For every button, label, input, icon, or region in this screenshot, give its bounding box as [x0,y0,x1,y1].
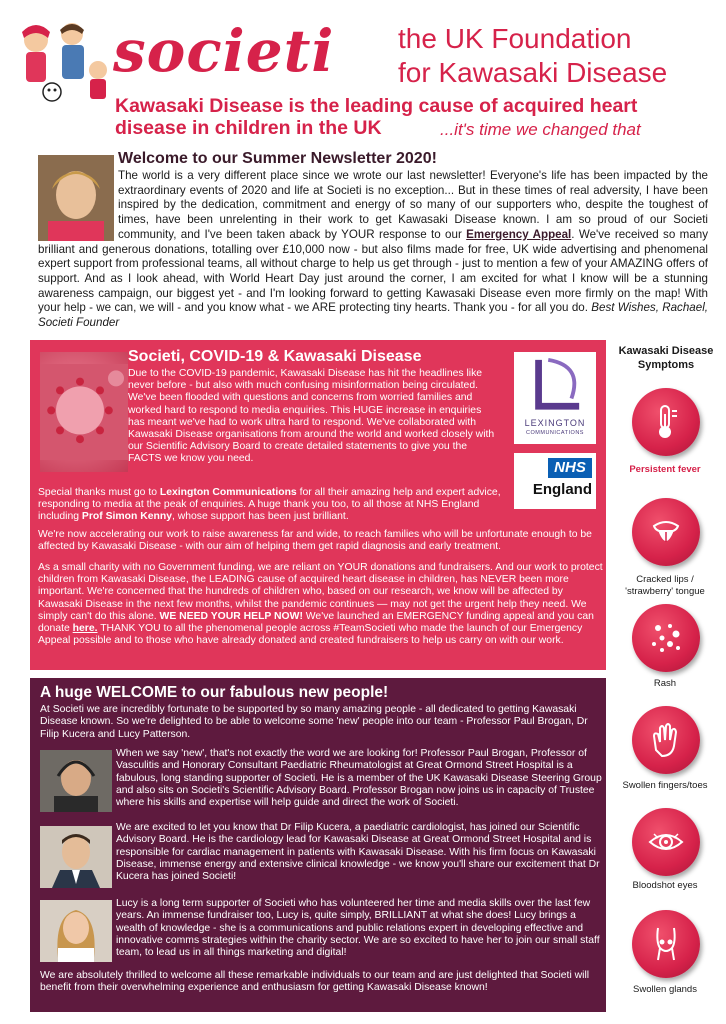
eyes-symptom [632,808,700,876]
rash-icon [646,618,686,658]
glands-symptom [632,910,700,978]
glands-label: Swollen glands [633,984,697,995]
tagline [398,22,718,90]
kucera-photo [40,826,112,888]
new-people-section [30,678,606,1012]
lucy-photo [40,900,112,962]
signoff: Best Wishes, Rachael, Societi Founder [38,301,708,330]
donate-here-link[interactable]: here. [72,623,98,635]
people-intro: At Societi we are incredibly fortunate to be supported by so many amazing people - all dedicated to getting Kawasaki Disease known. So we're delighted to be able to welcome some 'new' people into our team - Professor Paul Brogan, Dr Filip Kucera and Lucy Patterson. [40,704,588,740]
lucy-text: Lucy is a long term supporter of Societi who has volunteered her time and media skills over the last few years. An immense fundraiser too, Lucy is, quite simply, BRILLIANT at what she does! Lucy brings a wealth of knowledge - she is a communications and public relations expert in developing effective and innovative comms strategies within the charity sector. We are so excited to have her to join our small staff team, to lead us in all things marketing and digital! [116,898,600,959]
people-outro: We are absolutely thrilled to welcome all these remarkable individuals to our team and are just delighted that Societi will benefit from their overwhelming experience and enthusiasm for getting Kawasaki Disease known! [40,970,590,994]
covid-charity: As a small charity with no Government funding, we are reliant on YOUR donations and fundraisers. And our work to protect children from Kawasaki Disease, the LEADING cause of acquired heart disease in children, has NEVER been more important. We're concerned that the hundreds of children who, based on our research, we know will be affected by Kawasaki Disease in the next few months, whilst the pandemic continues — may not get the urgent help they need. We simply can't do this alone. WE NEED YOUR HELP NOW! We've launched an EMERGENCY funding appeal and you can donate here. THANK YOU to all the phenomenal people across #TeamSocieti who made the launch of our Emergency Appeal possible and to those who have already donated and created fundraisers to help us carry on with our work. [38,562,603,647]
lips-label: Cracked lips / 'strawberry' tongue [625,574,705,597]
eyes-label: Bloodshot eyes [632,880,698,891]
headline-sub: ...it's time we changed that [440,120,641,139]
headline-line1: Kawasaki Disease is the leading cause of acquired heart [115,95,638,117]
thermometer-icon [646,402,686,442]
covid-intro: Due to the COVID-19 pandemic, Kawasaki Disease has hit the headlines like never before - but also with much confusing misinformation being circulated. We've been flooded with questions and concerns from worried families and worked hard to respond to media enquiries. This HUGE increase in enquiries has meant we've had to work ultra hard to respond. We've collaborated with Kawasaki Disease organisations from around the world and worked closely with our Scientific Advisory Board to create detailed statements to give you the FACTS we know you need. [128,368,495,465]
tagline-line1: the UK Foundation [398,23,632,54]
brogan-text: When we say 'new', that's not exactly the word we are looking for! Professor Paul Brogan, Professor of Vasculitis and Honorary Consultant Paediatric Rheumatologist at Great Ormond Street Hospital is a fabulous, long standing supporter of Societi. He is a member of the UK Kawasaki Disease Steering Group and also sits on Societi's Scientific Advisory Board. Professor Brogan now joins us in capacity of Trustee where his skills and expertise will help guide and direct the work of Societi. [116,748,602,809]
headline-line2: disease in children in the UK [115,117,382,139]
nhs-england-logo [514,453,596,509]
welcome-body: The world is a very different place since we wrote our last newsletter! Everyone's life has been impacted by the extraordinary events of 2020 and life at Societi is no exception... But in these times of real adversity, I have been inspired by the dedication, commitment and energy of so many of our supporters who, despite the toughest of times, have been unrelenting in their work to get Kawasaki Disease known. I am so proud of our Societi community, and I've been taken aback by YOUR response to our Emergency Appeal. We've received so many brilliant and generous donations, totalling over £10,000 now - but also films made for free, UK wide advertising and phenomenal expert support from professional teams, all without charge to help us get through - just to mention a few of your AMAZING offers of support. And as I look ahead, with World Heart Day just around the corner, I am excited for what I know will be a stunning awareness campaign, our biggest yet - and I'm looking forward to getting Kawasaki Disease even more firmly on the map! With your help - we can, we will - and you know what - we ARE protecting tiny hearts. Thank you - for all you do. Best Wishes, Rachael, Societi Founder [38,169,709,330]
fever-label: Persistent fever [629,464,701,475]
covid-title: Societi, COVID-19 & Kawasaki Disease [128,348,422,365]
masthead [0,0,726,140]
nhs-region: England [532,481,592,498]
rash-label: Rash [653,678,677,689]
symptoms-heading: Kawasaki Disease Symptoms [618,345,714,371]
nhs-mark: NHS [548,458,592,478]
hand-icon [646,720,686,760]
neck-icon [646,924,686,964]
welcome-title: Welcome to our Summer Newsletter 2020! [118,150,437,167]
eye-icon [646,822,686,862]
tagline-line2: for Kawasaki Disease [398,57,668,88]
fever-symptom [632,388,700,456]
lexington-mark-icon [514,356,596,414]
rash-symptom [632,604,700,672]
family-illustration-icon [14,18,114,108]
brogan-photo [40,750,112,812]
coronavirus-icon [40,352,128,472]
kucera-text: We are excited to let you know that Dr Filip Kucera, a paediatric cardiologist, has joined our Scientific Advisory Board. He is the cardiology lead for Kawasaki Disease at Great Ormond Street Hospital and is responsible for cardiac management in patients with Kawasaki Disease. With his firm focus on Kawasaki Disease, immense energy and extensive clinical knowledge - we know you'll share our excitement that Dr Kucera has joined Societi! [116,822,600,883]
tongue-icon [646,512,686,552]
swelling-symptom [632,706,700,774]
swelling-label: Swollen fingers/toes [622,780,708,791]
covid-section [30,340,606,670]
lexington-name: LEXINGTON [524,418,586,428]
covid-accelerate: We're now accelerating our work to raise awareness far and wide, to reach families who will be unfortunate enough to be affected by Kawasaki Disease - with our aim of helping them get rapid diagnosis and early treatment. [38,529,592,553]
lexington-sub: COMMUNICATIONS [526,430,584,436]
emergency-appeal-link[interactable]: Emergency Appeal [466,227,572,241]
people-title: A huge WELCOME to our fabulous new people! [40,684,389,701]
lips-symptom [632,498,700,566]
covid-thanks: Special thanks must go to Lexington Communications for all their amazing help and expert advice, responding to media at the peak of enquiries. A huge thank you too, to all those at NHS England including Prof Simon Kenny, whose support has been just brilliant. [38,487,501,523]
lexington-logo [514,352,596,444]
societi-logo: societi [113,17,335,85]
